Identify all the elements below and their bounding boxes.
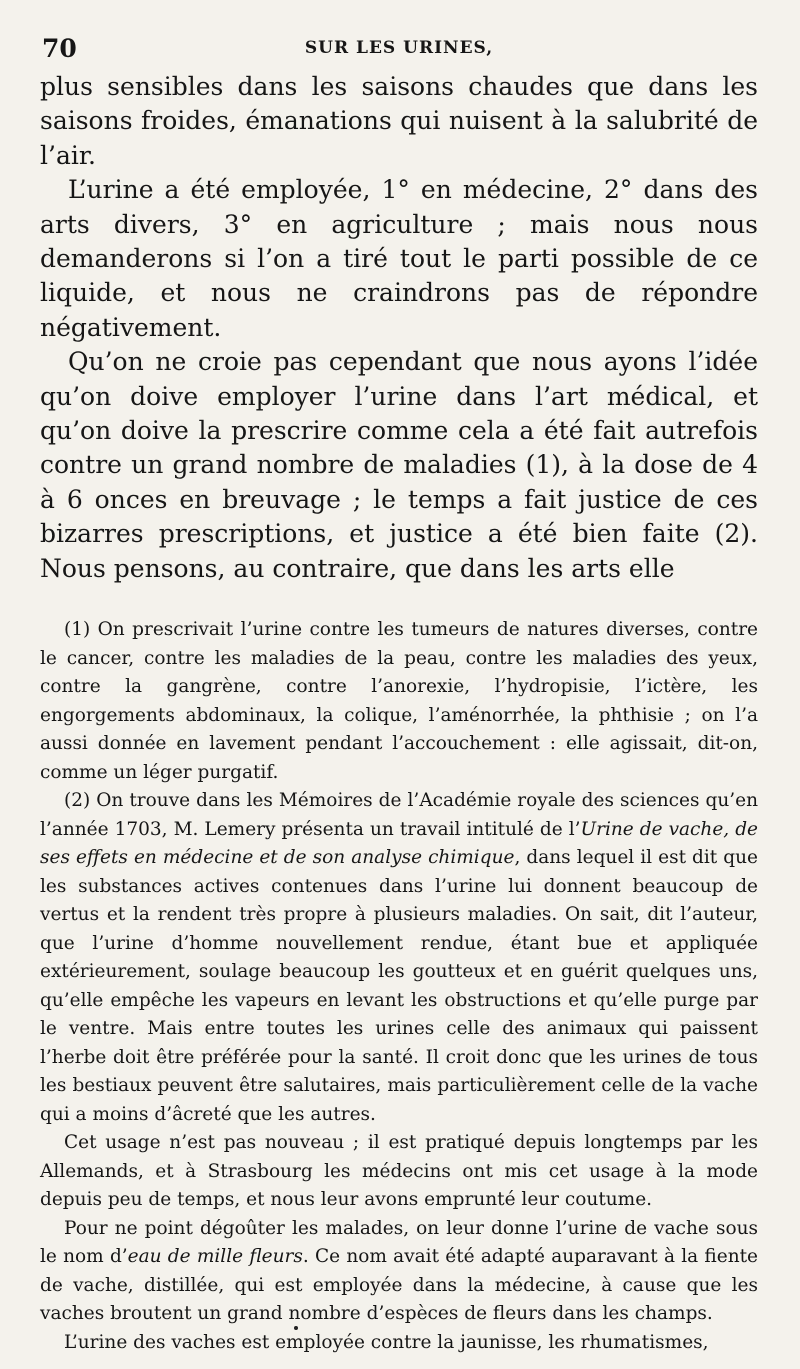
emphasis: eau de mille fleurs [127,1246,303,1268]
footnote-text: , dans lequel il est dit que les substances actives contenues dans l’urine lui donnent beaucoup de vertus et la rendent très propre à plusieurs maladies. On sait, dit l’auteur, que l’urine d’homme nouvellement rendue, étant bue et appliquée extérieurement, soulage beaucoup les goutteux et en guérit quelques uns, qu’elle empêche les vapeurs en levant les obstructions et qu’elle purge par le ventre. Mais entre toutes les urines celle des animaux qui paissent l’herbe doit être préférée pour la santé. Il croit donc que les urines de tous les bestiaux peuvent être salutaires, mais particulièrement celle de la vache qui a moins d’âcreté que les autres. [40,847,759,1125]
paragraph: Qu’on ne croie pas cependant que nous ayons l’idée qu’on doive employer l’urine dans l’art médical, et qu’on doive la prescrire comme cela a été fait autrefois contre un grand nombre de maladies (1), à la dose de 4 à 6 onces en breuvage ; le temps a fait justice de ces bizarres prescriptions, et justice a été bien faite (2). Nous pensons, au contraire, que dans les arts elle [40,347,758,583]
footnote-paragraph: L’urine des vaches est employée contre la jaunisse, les rhumatismes, [64,1331,709,1353]
footnote-text: Pour ne point dégoûter les malades, on leur donne l’urine de vache sous le nom d’ [40,1217,758,1268]
running-title: SUR LES URINES, [304,38,494,58]
footnote-paragraph: Cet usage n’est pas nouveau ; il est pratiqué depuis longtemps par les Allemands, et à Strasbourg les médecins ont mis cet usage à la mode depuis peu de temps, et nous leur avons emprunté leur coutume. [40,1132,758,1211]
paragraph: plus sensibles dans les saisons chaudes que dans les saisons froides, émanations qui nuisent à la salubrité de l’air. [40,72,758,170]
printer-mark [294,1326,298,1330]
footnotes [40,616,758,1357]
footnote-2 [40,787,758,1129]
footnote-paragraph [40,1215,758,1329]
page-number: 70 [42,34,77,63]
footnote-1: (1) On prescrivait l’urine contre les tumeurs de natures diverses, contre le cancer, contre les maladies de la peau, contre les maladies des yeux, contre la gangrène, contre l’anorexie, l’hydropisie, l’ictère, les engorgements abdominaux, la colique, l’aménorrhée, la phthisie ; on l’a aussi donnée en lavement pendant l’accouchement : elle agissait, dit-on, comme un léger purgatif. [40,619,758,783]
work-title: Urine de vache, de ses effets en médecine et de son analyse chimique [40,818,758,869]
footnote-text: . Ce nom avait été adapté auparavant à la fiente de vache, distillée, qui est employée dans la médecine, à cause que les vaches broutent un grand nombre d’espèces de fleurs dans les champs. [40,1246,758,1325]
footnote-text: (2) On trouve dans les Mémoires de l’Académie royale des sciences qu’en l’année 1703, M. Lemery présenta un travail intitulé de l’ [40,790,758,840]
paragraph: L’urine a été employée, 1° en médecine, 2° dans des arts divers, 3° en agriculture ; mais nous nous demanderons si l’on a tiré tout le parti possible de ce liquide, et nous ne craindrons pas de répondre négativement. [40,175,758,342]
running-header [40,30,758,64]
main-text [40,70,758,586]
